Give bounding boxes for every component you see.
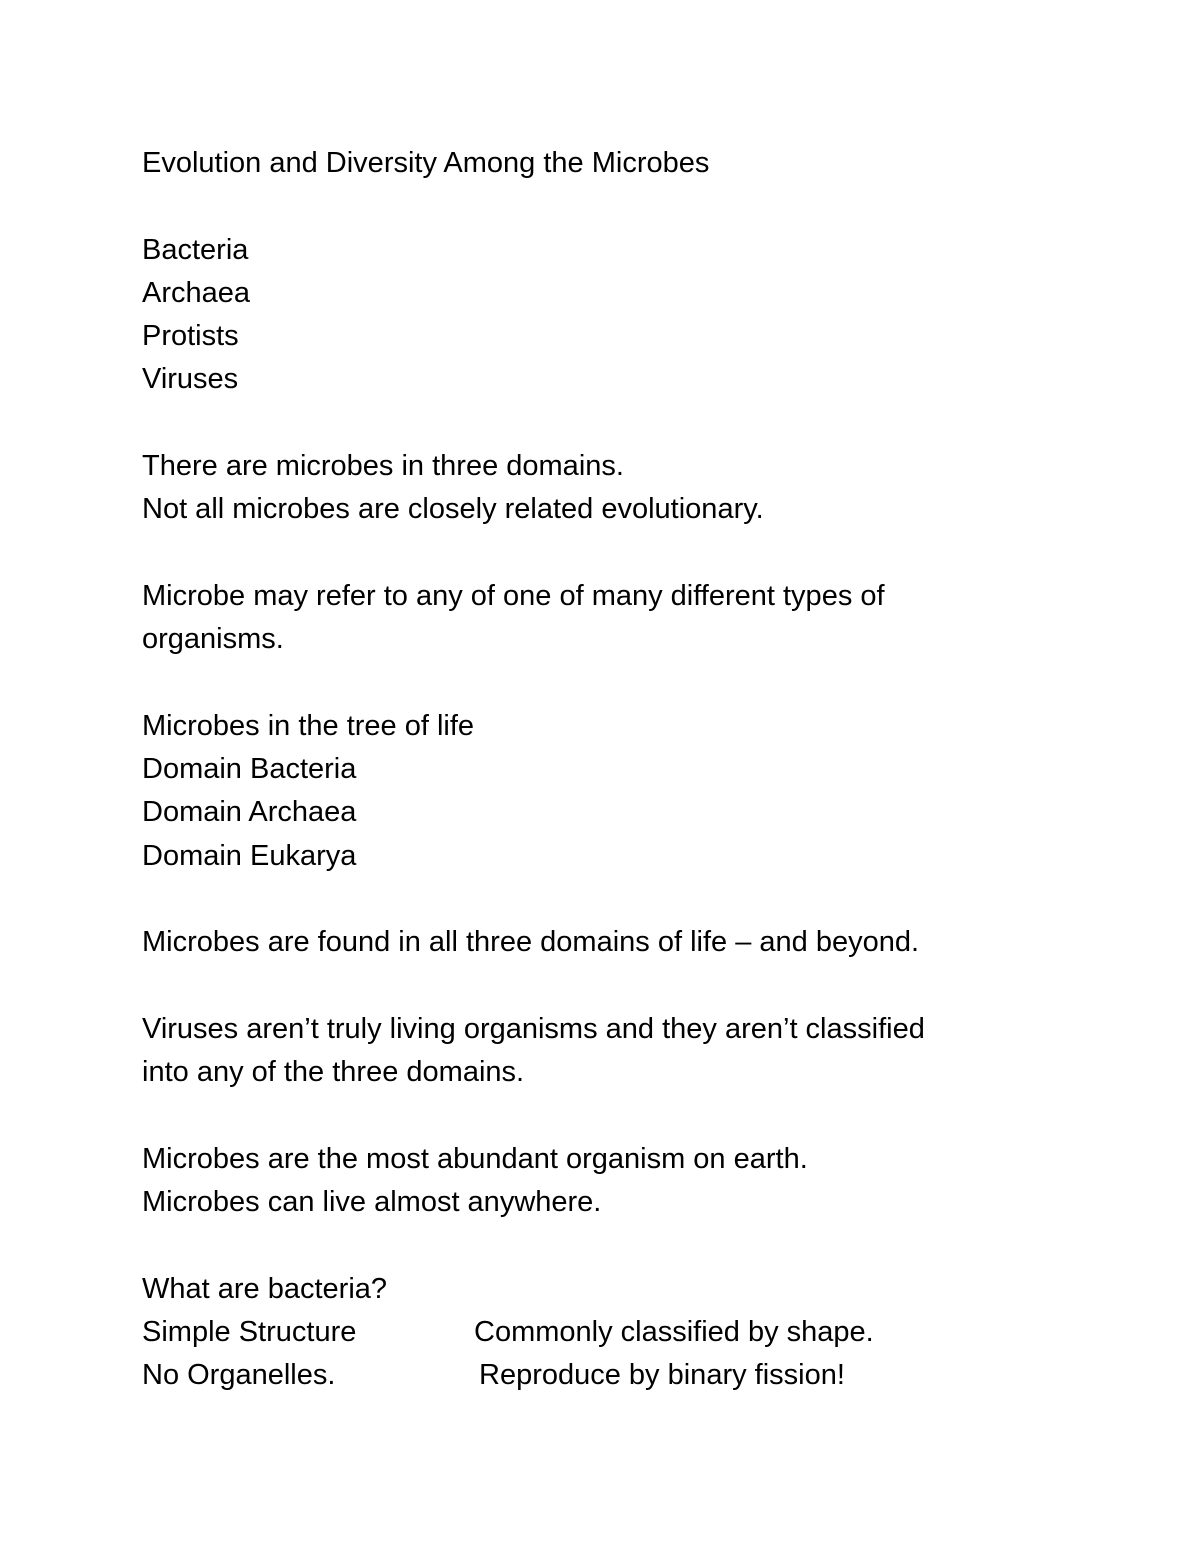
spacer [142, 532, 1082, 575]
section-heading: Microbes in the tree of life [142, 709, 475, 742]
bacteria-row [142, 1354, 1082, 1397]
bacteria-trait: Reproduce by binary fission! [479, 1359, 845, 1392]
spacer [142, 1095, 1082, 1138]
spacer [142, 1224, 1082, 1267]
paragraph-line: Microbe may refer to any of one of many different types of [142, 579, 885, 612]
list-item: Domain Archaea [142, 796, 357, 829]
list-item: Protists [142, 320, 239, 353]
bacteria-heading: What are bacteria? [142, 1272, 388, 1305]
paragraph-line: Microbes are found in all three domains of life – and beyond. [142, 926, 920, 959]
paragraph-line: Not all microbes are closely related evolutionary. [142, 493, 764, 526]
bacteria-trait: Simple Structure [142, 1316, 357, 1349]
paragraph-line: Microbes are the most abundant organism on earth. [142, 1142, 808, 1175]
spacer [142, 662, 1082, 705]
paragraph-line: organisms. [142, 623, 284, 656]
paragraph-line: into any of the three domains. [142, 1056, 525, 1089]
spacer [142, 965, 1082, 1008]
spacer [142, 878, 1082, 921]
bacteria-row [142, 1311, 1082, 1354]
list-item: Domain Bacteria [142, 753, 357, 786]
list-item: Viruses [142, 363, 239, 396]
document-body [142, 142, 1082, 1398]
bacteria-trait: No Organelles. [142, 1359, 336, 1392]
paragraph-line: There are microbes in three domains. [142, 450, 624, 483]
list-item: Domain Eukarya [142, 839, 357, 872]
document-title: Evolution and Diversity Among the Microbes [142, 147, 710, 179]
paragraph-line: Microbes can live almost anywhere. [142, 1186, 602, 1219]
list-item: Bacteria [142, 233, 249, 266]
spacer [142, 185, 1082, 228]
paragraph-line: Viruses aren’t truly living organisms and they aren’t classified [142, 1012, 925, 1045]
spacer [142, 402, 1082, 445]
list-item: Archaea [142, 276, 251, 309]
bacteria-trait: Commonly classified by shape. [474, 1316, 874, 1349]
